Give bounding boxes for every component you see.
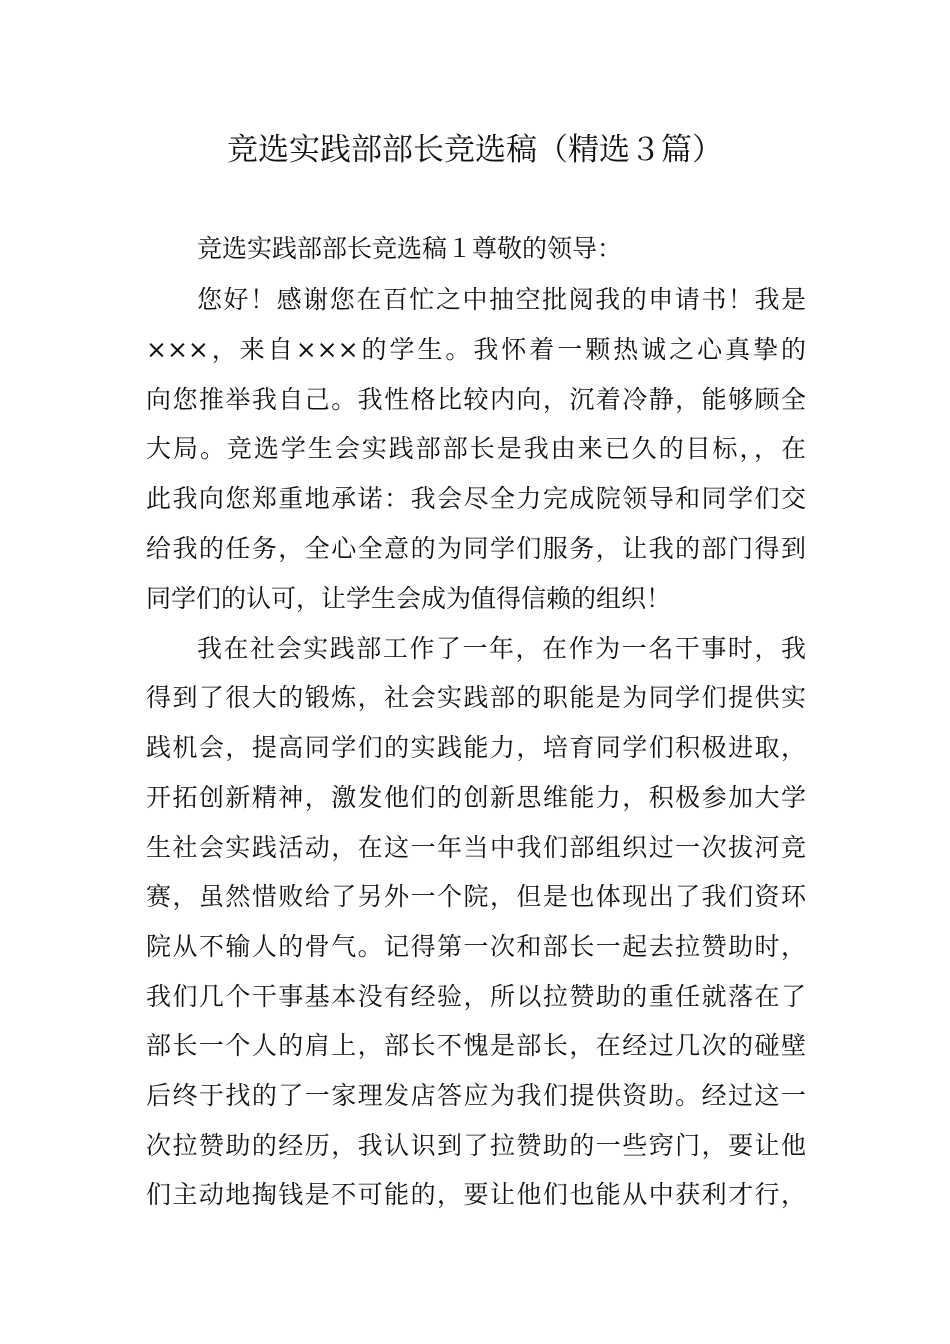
text-line: 赛，虽然惜败给了另外一个院，但是也体现出了我们资环 — [146, 882, 806, 911]
text-line: 后终于找的了一家理发店答应为我们提供资助。经过这一 — [146, 1081, 806, 1110]
text-line: 开拓创新精神，激发他们的创新思维能力，积极参加大学 — [146, 783, 806, 812]
text-line: 此我向您郑重地承诺：我会尽全力完成院领导和同学们交 — [146, 484, 806, 513]
text-line: 生社会实践活动，在这一年当中我们部组织过一次拔河竞 — [146, 833, 806, 862]
document-title: 竞选实践部部长竞选稿（精选３篇） — [227, 132, 723, 168]
text-line: 您好！感谢您在百忙之中抽空批阅我的申请书！我是 — [197, 285, 806, 314]
text-line: 次拉赞助的经历，我认识到了拉赞助的一些窍门，要让他 — [146, 1131, 806, 1160]
text-line: 部长一个人的肩上，部长不愧是部长，在经过几次的碰壁 — [146, 1031, 806, 1060]
text-line: 大局。竞选学生会实践部部长是我由来已久的目标，，在 — [146, 434, 806, 463]
text-line: 给我的任务，全心全意的为同学们服务，让我的部门得到 — [146, 534, 806, 563]
text-line: ×××，来自×××的学生。我怀着一颗热诚之心真挚的 — [146, 335, 806, 364]
text-line: 同学们的认可，让学生会成为值得信赖的组织！ — [146, 584, 672, 613]
text-line: 我在社会实践部工作了一年，在作为一名干事时，我 — [197, 634, 806, 663]
text-line: 们主动地掏钱是不可能的，要让他们也能从中获利才行， — [146, 1180, 806, 1209]
text-line: 得到了很大的锻炼，社会实践部的职能是为同学们提供实 — [146, 683, 806, 712]
salutation-line: 竞选实践部部长竞选稿１尊敬的领导： — [197, 234, 623, 263]
text-line: 我们几个干事基本没有经验，所以拉赞助的重任就落在了 — [146, 982, 806, 1011]
text-line: 践机会，提高同学们的实践能力，培育同学们积极进取， — [146, 733, 806, 762]
text-line: 向您推举我自己。我性格比较内向，沉着冷静，能够顾全 — [146, 385, 806, 414]
text-line: 院从不输人的骨气。记得第一次和部长一起去拉赞助时， — [146, 932, 806, 961]
